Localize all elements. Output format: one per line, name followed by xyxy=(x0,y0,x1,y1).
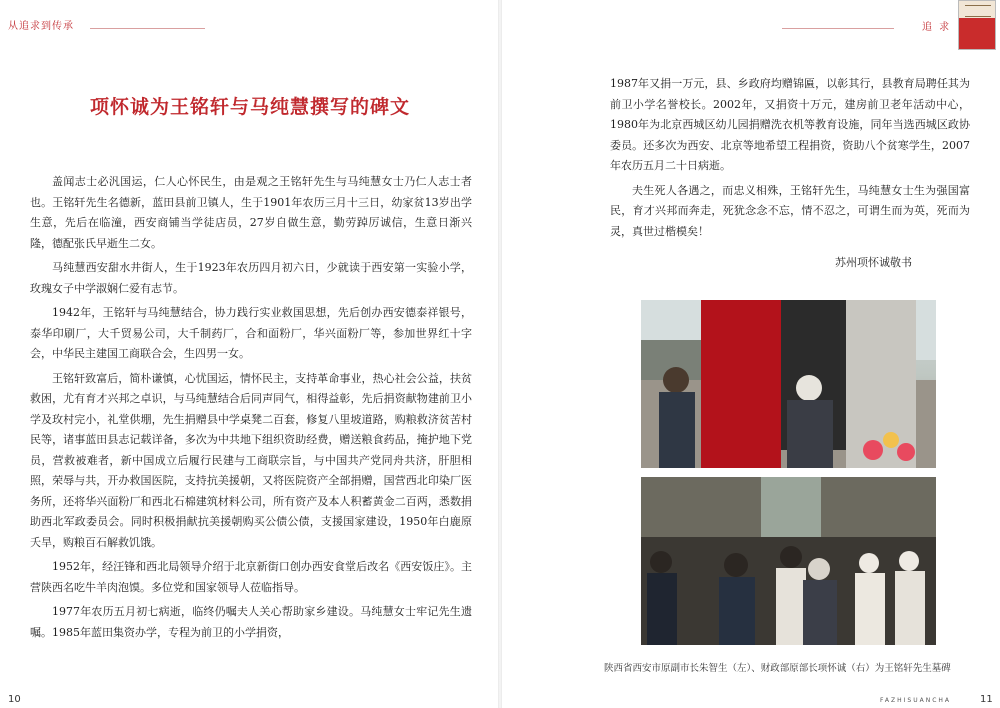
left-body-text xyxy=(30,172,472,647)
unveiling-photo-illustration xyxy=(641,300,936,468)
photo-caption: 陕西省西安市原副市长朱智生（左）、财政部原部长项怀诚（右）为王铭轩先生墓碑 xyxy=(604,663,951,674)
header-rule-left xyxy=(90,28,205,29)
book-cover-thumbnail xyxy=(958,0,996,50)
paragraph: 马纯慧西安甜水井街人，生于1923年农历四月初六日，少就读于西安第一实验小学，玫瑰女子中学淑娴仁爱有志节。 xyxy=(30,261,472,295)
page-number-right: 11 xyxy=(980,694,993,705)
header-rule-right xyxy=(782,28,894,29)
signature: 苏州项怀诚敬书 xyxy=(835,256,912,269)
article-title: 项怀诚为王铭轩与马纯慧撰写的碑文 xyxy=(89,96,410,118)
paragraph: 1942年，王铭轩与马纯慧结合，协力践行实业救国思想，先后创办西安德泰祥银号，泰华印刷厂，大千贸易公司，大千制药厂，合和面粉厂，华兴面粉厂等，参加世界红十字会，中华民主建国工商联合会，生四男一女。 xyxy=(30,306,472,360)
running-head-right: 追 求 xyxy=(922,22,952,33)
group-photo-illustration xyxy=(641,477,936,645)
right-body-text xyxy=(610,74,970,246)
page-number-left: 10 xyxy=(8,694,21,705)
paragraph: 1987年又捐一万元，县、乡政府均赠锦匾，以彰其行，县教育局聘任其为前卫小学名誉校长。2002年，又捐资十万元，建房前卫老年活动中心，1980年为北京西城区幼儿园捐赠洗衣机等教育设施，同年当选西城区政协委员。还多次为西安、北京等地希望工程捐资，资助八个贫寒学生，2007年农历五月二十日病逝。 xyxy=(610,77,970,172)
paragraph: 王铭轩致富后，简朴谦慎，心忧国运，情怀民主，支持革命事业，热心社会公益，扶贫救困，尤有育才兴邦之卓识，与马纯慧结合后同声同气，相得益彰，先后捐资献物建前卫小学及玫村完小，礼堂供堋，先生捐赠县中学桌凳二百套，修复八里坡道路，购粮救济贫苦村民等，诸事蓝田县志记载详备，多次为中共地下组织资助经费，赠送粮食药品，掩护地下党员，营救被难者，新中国成立后履行民建与工商联宗旨，与中国共产党同舟共济，肝胆相照，荣辱与共，开办救国医院，支持抗美援朝，又将医院资产全部捐赠，国营西北印染厂医务所，还将华兴面粉厂和西北石棉建筑材料公司，所有资产及本人积蓄黄金二百两，悉数捐助西北军政委员会。同时积极捐献抗美援朝购买公债公债，支援国家建设，1950年白鹿原夭旱，购粮百石解救饥饿。 xyxy=(30,371,472,549)
group-photo xyxy=(641,477,936,645)
footer-mark: FAZHISUANCHA xyxy=(880,697,951,704)
paragraph: 夫生死人各遇之，而忠义相殊，王铭轩先生，马纯慧女士生为强国富民，育才兴邦而奔走，死犹念念不忘，情不忍之，可谓生而为英，死而为灵，真世过楷模矣！ xyxy=(610,183,970,238)
cover-ornament xyxy=(965,5,991,17)
paragraph: 1977年农历五月初七病逝，临终仍嘱夫人关心帮助家乡建设。马纯慧女士牢记先生遗嘱。1985年蓝田集资办学，专程为前卫的小学捐资， xyxy=(30,605,472,639)
paragraph: 盖闻志士必汎国运，仁人心怀民生，由是观之王铭轩先生与马纯慧女士乃仁人志士者也。王铭轩先生名德新，蓝田县前卫镇人，生于1901年农历三月十三日，幼家贫13岁出学生意，先后在临潼，西安商铺当学徒店员，27岁自做生意，勤劳踔厉诚信，生意日渐兴隆，德配张氏早逝生二女。 xyxy=(30,175,472,250)
unveiling-photo xyxy=(641,300,936,468)
running-head-left: 从追求到传承 xyxy=(8,21,74,32)
paragraph: 1952年，经汪锋和西北局领导介绍于北京新街口创办西安食堂后改名《西安饭庄》。主营陕西名吃牛羊肉泡馍。多位党和国家领导人莅临指导。 xyxy=(30,560,472,594)
